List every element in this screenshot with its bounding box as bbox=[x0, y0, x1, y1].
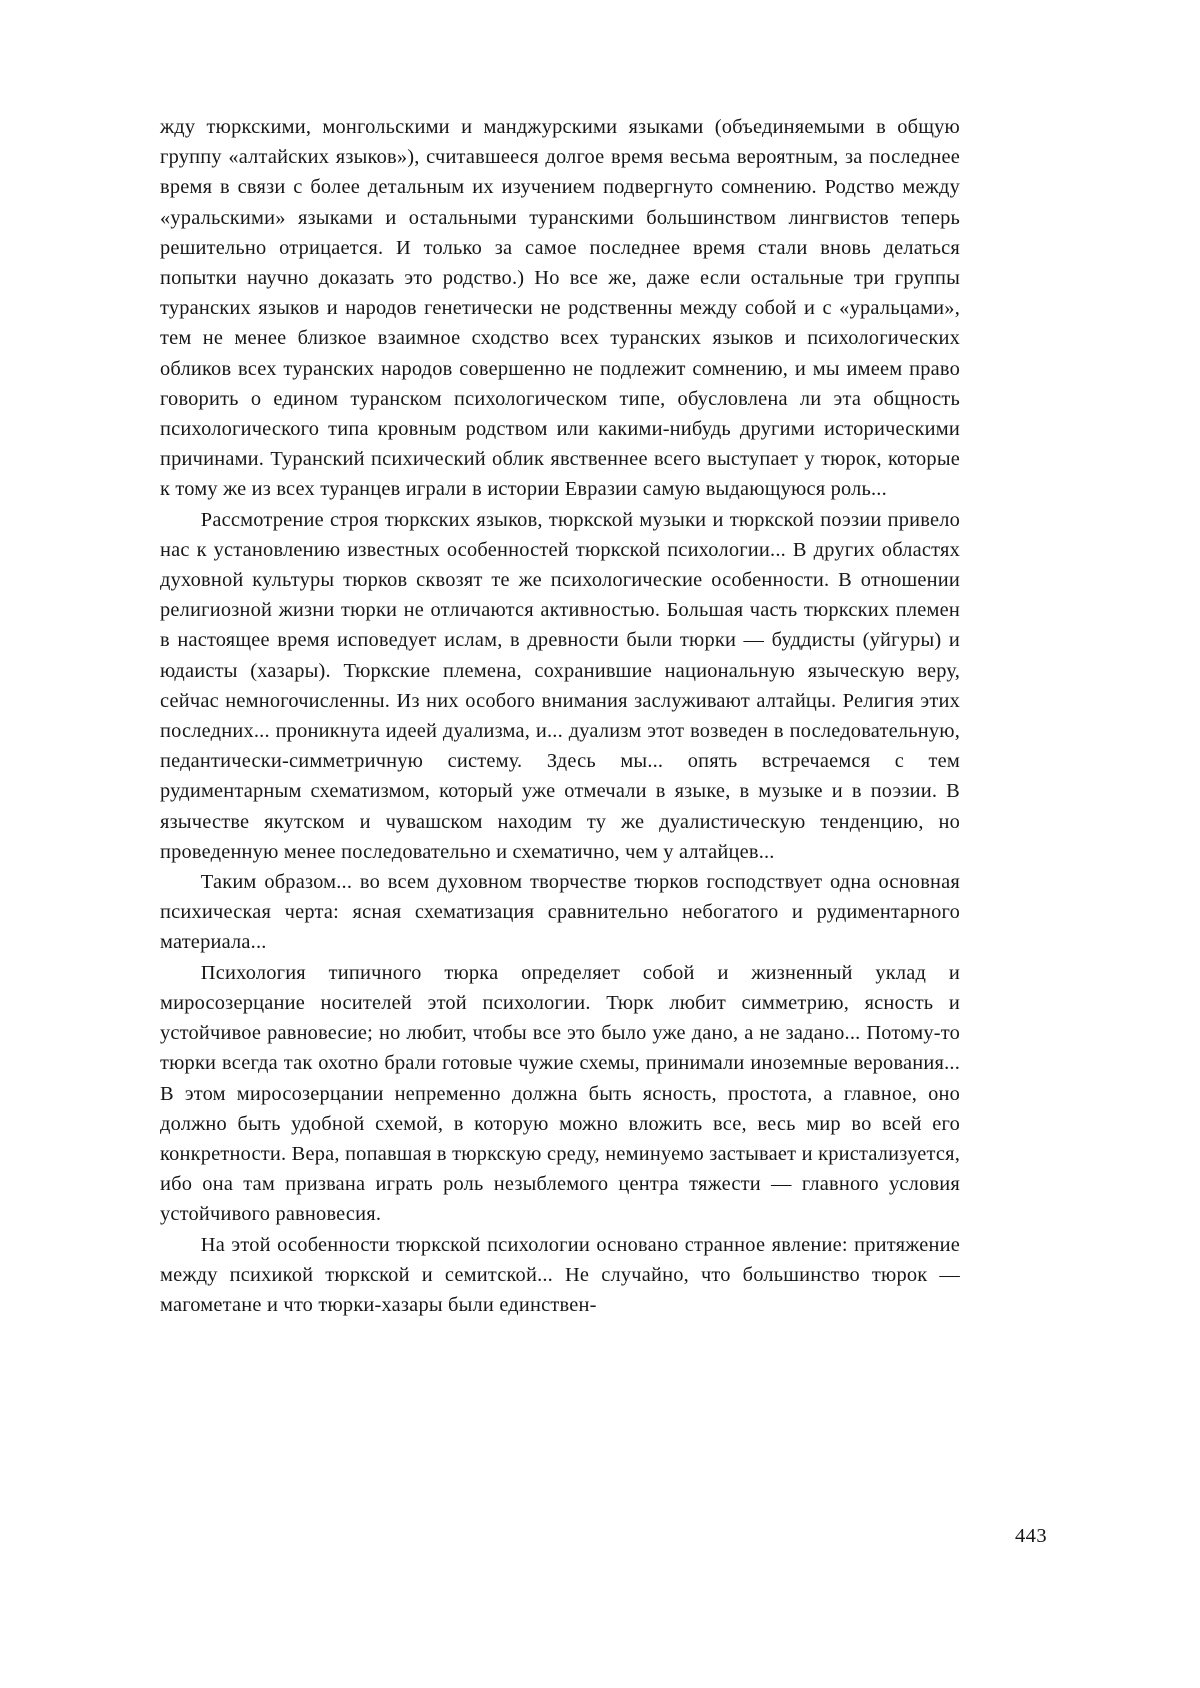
paragraph: Рассмотрение строя тюркских языков, тюркской музыки и тюркской поэзии привело нас к установлению известных особенностей тюркской психологии... В других областях духовной культуры тюрков сквозят те же психологические особенности. В отношении религиозной жизни тюрки не отличаются активностью. Большая часть тюркских племен в настоящее время исповедует ислам, в древности были тюрки — буддисты (уйгуры) и юдаисты (хазары). Тюркские племена, сохранившие национальную языческую веру, сейчас немногочисленны. Из них особого внимания заслуживают алтайцы. Религия этих последних... проникнута идеей дуализма, и... дуализм этот возведен в последовательную, педантически-симметричную систему. Здесь мы... опять встречаемся с тем рудиментарным схематизмом, который уже отмечали в языке, в музыке и в поэзии. В язычестве якутском и чувашском находим ту же дуалистическую тенденцию, но проведенную менее последовательно и схематично, чем у алтайцев... bbox=[160, 508, 960, 863]
body-text-column bbox=[160, 112, 960, 1320]
paragraph: Таким образом... во всем духовном творчестве тюрков господствует одна основная психическая черта: ясная схематизация сравнительно небогатого и рудиментарного материала... bbox=[160, 871, 960, 954]
paragraph: жду тюркскими, монгольскими и манджурскими языками (объединяемыми в общую группу «алтайских языков»), считавшееся долгое время весьма вероятным, за последнее время в связи с более детальным их изучением подвергнуто сомнению. Родство между «уральскими» языками и остальными туранскими большинством лингвистов теперь решительно отрицается. И только за самое последнее время стали вновь делаться попытки научно доказать это родство.) Но все же, даже если остальные три группы туранских языков и народов генетически не родственны между собой и с «уральцами», тем не менее близкое взаимное сходство всех туранских языков и психологических обликов всех туранских народов совершенно не подлежит сомнению, и мы имеем право говорить о едином туранском психологическом типе, обусловлена ли эта общность психологического типа кровным родством или какими-нибудь другими историческими причинами. Туранский психический облик явственнее всего выступает у тюрок, которые к тому же из всех туранцев играли в истории Евразии самую выдающуюся роль... bbox=[160, 116, 960, 501]
paragraph: Психология типичного тюрка определяет собой и жизненный уклад и миросозерцание носителей этой психологии. Тюрк любит симметрию, ясность и устойчивое равновесие; но любит, чтобы все это было уже дано, а не задано... Потому-то тюрки всегда так охотно брали готовые чужие схемы, принимали иноземные верования... В этом миросозерцании непременно должна быть ясность, простота, а главное, оно должно быть удобной схемой, в которую можно вложить все, весь мир во всей его конкретности. Вера, попавшая в тюркскую среду, неминуемо застывает и кристализуется, ибо она там призвана играть роль незыблемого центра тяжести — главного условия устойчивого равновесия. bbox=[160, 961, 960, 1226]
paragraph: На этой особенности тюркской психологии основано странное явление: притяжение между психикой тюркской и семитской... Не случайно, что большинство тюрок — магометане и что тюрки-хазары были единствен- bbox=[160, 1233, 960, 1316]
page-number: 443 bbox=[1015, 1525, 1047, 1547]
